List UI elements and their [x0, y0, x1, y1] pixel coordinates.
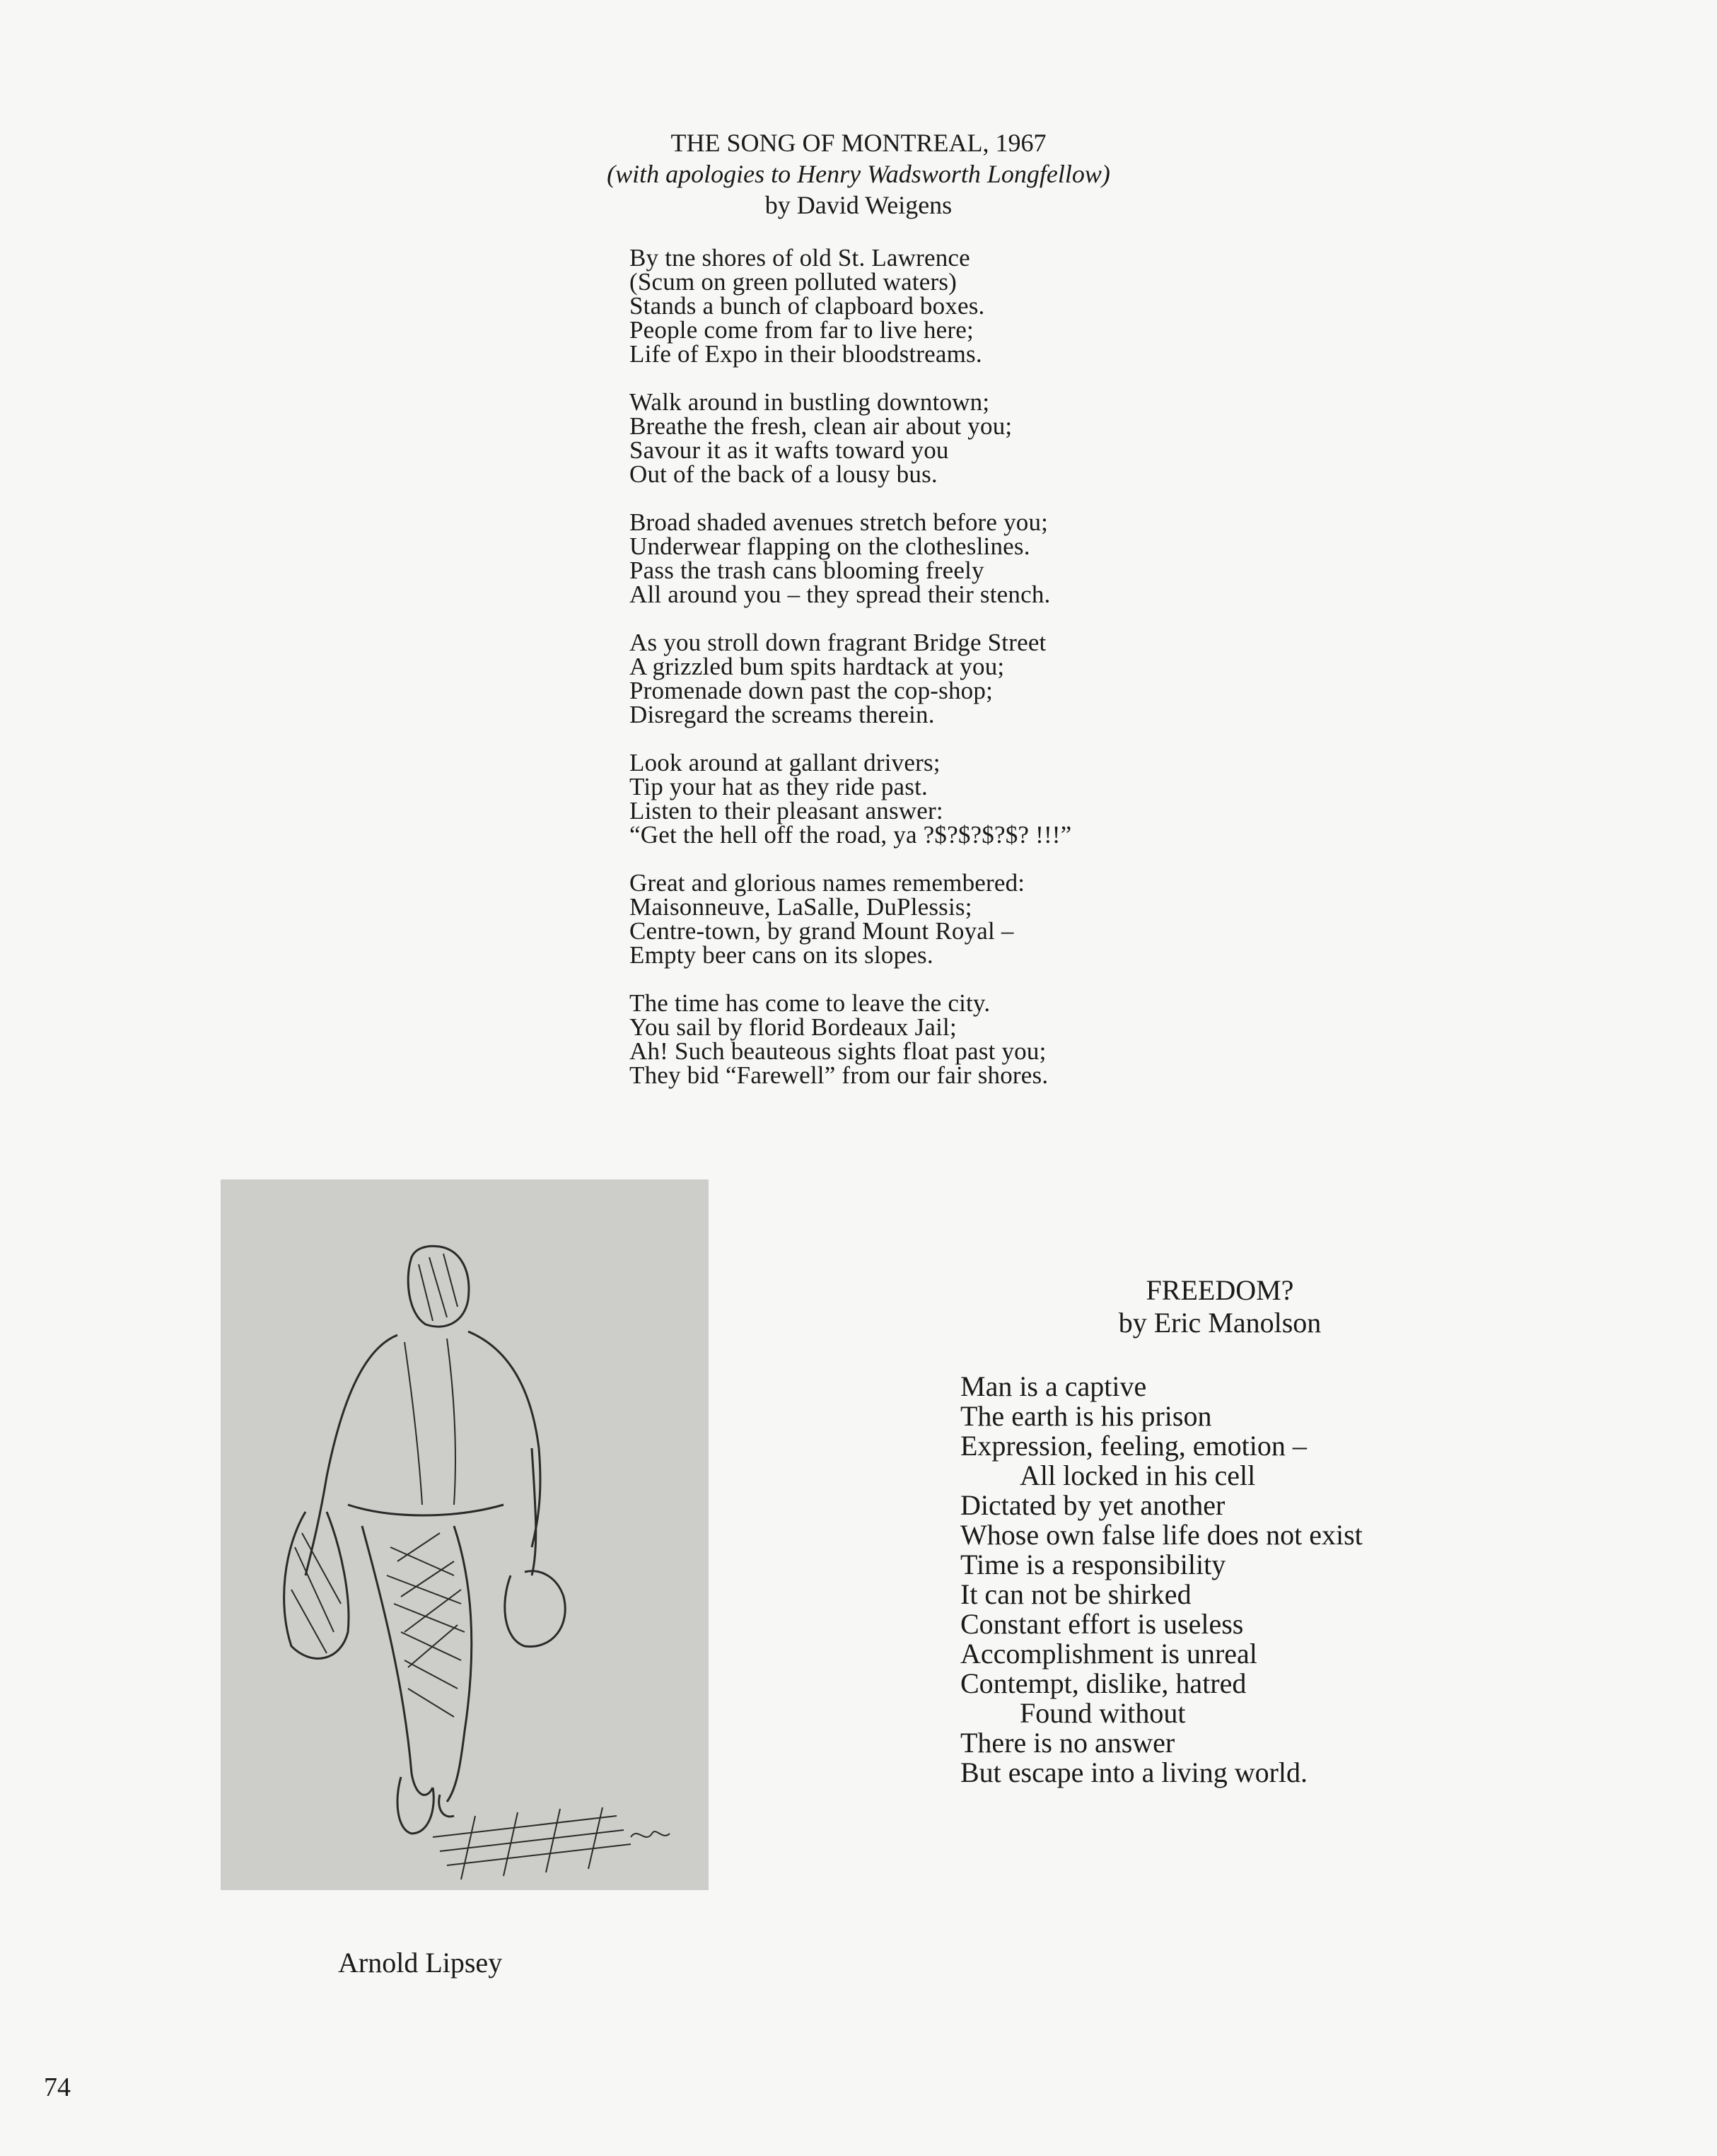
poem-line: Dictated by yet another — [960, 1489, 1226, 1521]
poem-line: But escape into a living world. — [960, 1756, 1308, 1788]
poem-line: Expression, feeling, emotion – — [960, 1430, 1307, 1462]
poem-line: A grizzled bum spits hardtack at you; — [629, 653, 1005, 680]
illustration-caption: Arnold Lipsey — [338, 1947, 503, 1979]
poem-line: Ah! Such beauteous sights float past you; — [629, 1037, 1047, 1065]
poem-line: Disregard the screams therein. — [629, 701, 935, 728]
poem1-body — [629, 246, 1167, 1112]
poem-line: It can not be shirked — [960, 1578, 1192, 1610]
poem-line: Look around at gallant drivers; — [629, 749, 941, 776]
poem-line: Walk around in bustling downtown; — [629, 388, 990, 416]
poem-line: Stands a bunch of clapboard boxes. — [629, 292, 985, 320]
poem-line: Listen to their pleasant answer: — [629, 797, 943, 824]
poem-line: Accomplishment is unreal — [960, 1638, 1257, 1670]
poem-line: By tne shores of old St. Lawrence — [629, 244, 970, 272]
poem-line: Contempt, dislike, hatred — [960, 1667, 1247, 1699]
poem-line: The earth is his prison — [960, 1400, 1212, 1432]
poem-line: Constant effort is useless — [960, 1608, 1244, 1640]
poem-line: All around you – they spread their stench. — [629, 581, 1051, 608]
page-number: 74 — [44, 2073, 71, 2102]
poem1-stanza — [629, 508, 1167, 608]
poem-line: Whose own false life does not exist — [960, 1519, 1363, 1551]
poem-line: You sail by florid Bordeaux Jail; — [629, 1013, 957, 1041]
poem-line: (Scum on green polluted waters) — [629, 268, 958, 296]
poem-line: Centre-town, by grand Mount Royal – — [629, 917, 1014, 945]
poem1-stanza — [629, 246, 1167, 366]
poem-line: There is no answer — [960, 1727, 1175, 1759]
walking-man-sketch — [221, 1179, 709, 1890]
poem-line: All locked in his cell — [1020, 1459, 1256, 1491]
poem-line: Man is a captive — [960, 1370, 1147, 1402]
poem1-stanza — [629, 991, 1167, 1088]
poem-line: Life of Expo in their bloodstreams. — [629, 340, 982, 368]
poem1-author: by David Weigens — [764, 191, 953, 219]
poem-line: Empty beer cans on its slopes. — [629, 941, 933, 969]
poem-line: Maisonneuve, LaSalle, DuPlessis; — [629, 893, 972, 921]
poem-line: Savour it as it wafts toward you — [629, 436, 949, 464]
poem1-stanza — [629, 390, 1167, 486]
sketch-drawing — [221, 1179, 709, 1890]
poem-line: They bid “Farewell” from our fair shores. — [629, 1061, 1049, 1089]
poem-line: Great and glorious names remembered: — [629, 869, 1025, 897]
poem-line: Tip your hat as they ride past. — [629, 773, 928, 800]
poem-line: Breathe the fresh, clean air about you; — [629, 412, 1013, 440]
poem1-title: THE SONG OF MONTREAL, 1967 — [670, 129, 1047, 157]
poem1-stanza — [629, 871, 1167, 967]
poem2-header — [1089, 1274, 1351, 1339]
poem-line: People come from far to live here; — [629, 316, 974, 344]
poem-line: Broad shaded avenues stretch before you; — [629, 508, 1049, 536]
poem-line: Underwear flapping on the clotheslines. — [629, 532, 1030, 560]
poem1-stanza — [629, 751, 1167, 847]
poem-line: “Get the hell off the road, ya ?$?$?$?$? !!!” — [629, 821, 1072, 849]
poem-line: As you stroll down fragrant Bridge Street — [629, 629, 1047, 656]
poem2-author: by Eric Manolson — [1118, 1307, 1322, 1339]
poem1-header — [0, 127, 1717, 221]
poem-line: Found without — [1020, 1697, 1186, 1729]
poem2-title: FREEDOM? — [1146, 1274, 1294, 1306]
poem2-body — [960, 1372, 1469, 1788]
poem1-subtitle: (with apologies to Henry Wadsworth Longfellow) — [607, 160, 1110, 188]
poem-line: Promenade down past the cop-shop; — [629, 677, 993, 704]
poem-line: Pass the trash cans blooming freely — [629, 557, 984, 584]
poem1-stanza — [629, 631, 1167, 727]
poem-line: Time is a responsibility — [960, 1549, 1226, 1580]
poem-line: Out of the back of a lousy bus. — [629, 460, 938, 488]
poem-line: The time has come to leave the city. — [629, 989, 991, 1017]
